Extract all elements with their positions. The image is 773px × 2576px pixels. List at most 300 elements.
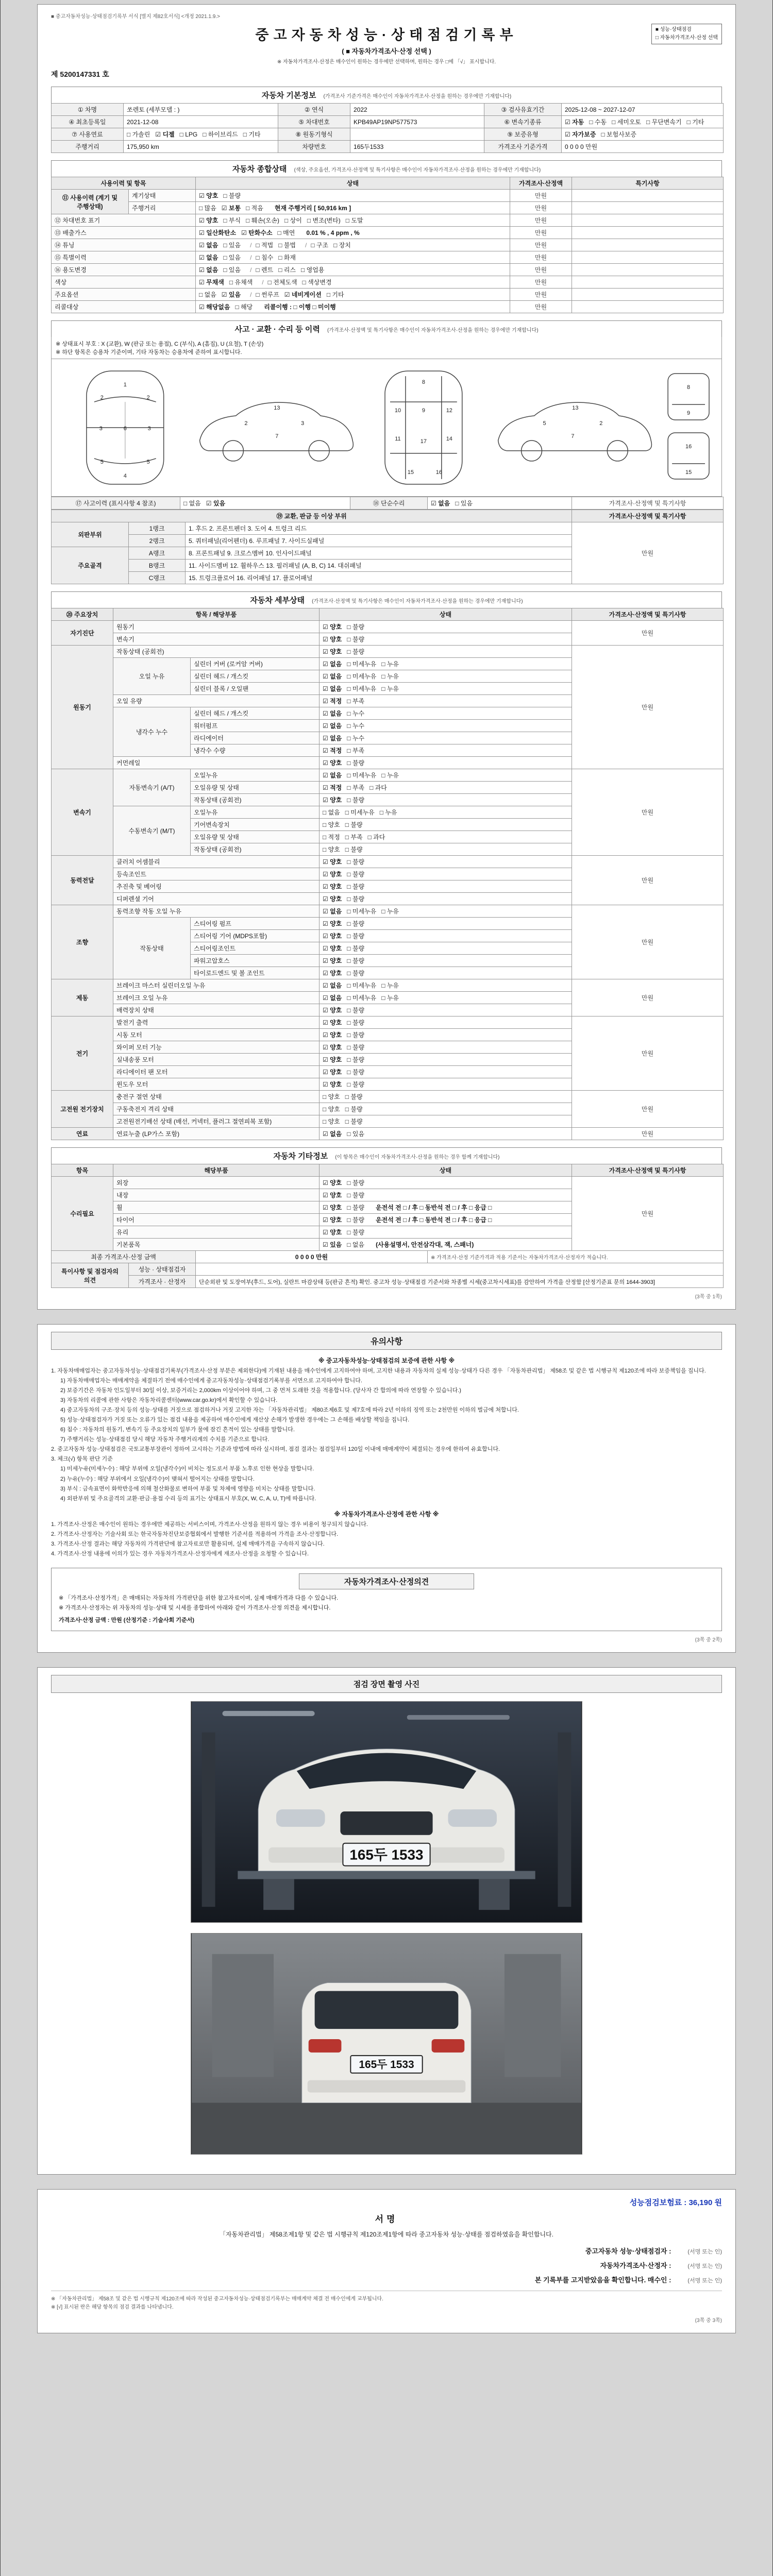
checkbox-option[interactable]: ☑ 양호	[199, 217, 219, 224]
comp-status	[196, 264, 510, 276]
checkbox-option[interactable]: ☑ 양호	[323, 858, 342, 866]
opinion-row2-text: 단순외판 및 도장여부(후드, 도어), 실란트 마감상태 등(판금 흔적) 확인. 중고차 성능·상태점검 기준서와 차종별 시세(중고차시세표)를 감안하여 가격을 산정함 [산정기준표 문의 1644-3903]	[196, 1276, 724, 1288]
photos-title: 점검 장면 촬영 사진	[51, 1675, 722, 1693]
checkbox-option[interactable]: □ 해당	[235, 303, 253, 311]
basic-info-note: (가격조사 기준가격은 매수인이 자동차가격조사·산정을 원하는 경우에만 기재합니다)	[323, 94, 512, 99]
device-status	[320, 695, 572, 707]
device-group-label: 전기	[52, 1016, 113, 1091]
option-separator: /	[250, 266, 252, 274]
checkbox-option[interactable]: ☑ 있음	[323, 1241, 342, 1248]
field-value: 175,950 km	[124, 141, 278, 153]
sheet-photos	[37, 1667, 736, 2175]
checkbox-option[interactable]: □ 양호	[323, 846, 340, 853]
field-label: ⑧ 원동기형식	[278, 128, 350, 141]
checkbox-option[interactable]: □ 부족	[347, 698, 365, 705]
checkbox-option[interactable]: □ 수동	[589, 118, 607, 126]
checkbox-option[interactable]: □ 불량	[345, 821, 363, 828]
checkbox-option[interactable]: □ 없음	[199, 291, 216, 298]
checkbox-option[interactable]: ☑ 양호	[323, 1044, 342, 1051]
checkbox-option[interactable]: □ 불량	[347, 895, 365, 903]
checkbox-option[interactable]: ☑ 없음	[199, 242, 219, 249]
checkbox-option[interactable]: □ 불량	[347, 858, 365, 866]
comprehensive-row	[52, 251, 724, 264]
checkbox-option[interactable]: ☑ 있음	[221, 291, 241, 298]
checkbox-option[interactable]: □ 침수	[256, 254, 274, 261]
checkbox-option[interactable]: ☑ 없음	[323, 660, 342, 668]
device-item-label: 원동기	[113, 621, 320, 633]
checkbox-option[interactable]: ☑ 없음	[323, 982, 342, 989]
checkbox-option[interactable]: □ 불량	[347, 933, 365, 940]
checkbox-option[interactable]: □ 많음	[199, 205, 216, 212]
notice-line: 4) 외판부위 및 주요골격의 교환·판금·용접 수리 등의 표기는 상태표시 부호(X, W, C, A, U, T)에 따릅니다.	[60, 1495, 316, 1502]
checkbox-option[interactable]: □ 불량	[347, 871, 365, 878]
valuation-line-1: ※ 「가격조사·산정가격」은 매매되는 자동차의 가격판단을 위한 참고자료이며, 실제 매매가격과 다를 수 있습니다.	[59, 1595, 339, 1601]
checkbox-option[interactable]: □ 있음	[347, 1130, 365, 1138]
checkbox-option[interactable]: ☑ 양호	[323, 623, 342, 631]
svg-text:15: 15	[685, 469, 692, 476]
checkbox-option[interactable]: □ 미세누유	[347, 660, 377, 668]
car-damage-diagram	[51, 359, 722, 497]
field-value	[124, 128, 278, 141]
checkbox-option[interactable]: □ 화재	[278, 254, 296, 261]
etc-cell	[572, 301, 724, 313]
checkbox-option[interactable]: □ 누유	[381, 685, 399, 692]
exchange-items: 11. 사이드멤버 12. 휠하우스 13. 필러패널 (A, B, C) 14. 대쉬패널	[186, 560, 572, 572]
checkbox-option[interactable]: □ 누유	[381, 908, 399, 915]
checkbox-option[interactable]: □ 누유	[379, 809, 397, 816]
checkbox-option[interactable]: ☑ 양호	[323, 883, 342, 890]
svg-text:12: 12	[446, 408, 452, 414]
checkbox-option[interactable]: ☑ 양호	[323, 1192, 342, 1199]
comp-col-state: 상태	[196, 177, 510, 190]
checkbox-option[interactable]: □ 썬루프	[256, 291, 279, 298]
signature-statement: 「자동차관리법」 제58조제1항 및 같은 법 시행규칙 제120조제1항에 따라 중고자동차 성능·상태를 점검하였음을 확인합니다.	[220, 2230, 553, 2238]
device-status	[320, 979, 572, 992]
comp-status	[196, 190, 510, 202]
basic-info-row	[52, 128, 724, 141]
svg-text:2: 2	[100, 395, 104, 401]
signature-seal-hint[interactable]: (서명 또는 인)	[687, 2277, 722, 2284]
checkbox-option[interactable]: □ 변조(변타)	[307, 217, 341, 224]
device-item-label: 타이로드엔드 및 볼 조인트	[191, 967, 320, 979]
checkbox-option[interactable]: □ 있음	[223, 254, 241, 261]
checkbox-option[interactable]: □ 기타	[686, 118, 704, 126]
checkbox-option[interactable]: □ 불량	[347, 883, 365, 890]
checkbox-option[interactable]: ☑ 없음	[323, 772, 342, 779]
checkbox-option[interactable]: ☑ 없음	[199, 254, 219, 261]
device-item-label: 타이어	[113, 1214, 320, 1226]
checkbox-option[interactable]: ☑ 양호	[323, 945, 342, 952]
checkbox-option[interactable]: ☑ 적정	[323, 698, 342, 705]
device-group-label: 원동기	[52, 646, 113, 769]
status-extra-text: 운전석 전 □ / 후 □ 동반석 전 □ / 후 □ 응급 □	[376, 1204, 492, 1211]
device-status	[320, 955, 572, 967]
checkbox-option[interactable]: □ 미세누유	[347, 685, 377, 692]
price-cell: 만원	[572, 646, 724, 769]
checkbox-option[interactable]: □ 리스	[278, 266, 296, 274]
checkbox-option[interactable]: □ 미세누유	[347, 994, 377, 1002]
comp-status	[196, 289, 510, 301]
checkbox-option[interactable]: ☑ 해당없음	[199, 303, 230, 311]
checkbox-option[interactable]: □ 과다	[369, 784, 387, 791]
checkbox-option[interactable]: ☑ 양호	[323, 636, 342, 643]
checkbox-option[interactable]: □ 불량	[347, 636, 365, 643]
opinion-row2-who: 가격조사 · 산정자	[129, 1276, 196, 1288]
device-item-label: 기본품목	[113, 1239, 320, 1251]
notice-body	[51, 1356, 722, 1558]
checkbox-option[interactable]: ☑ 양호	[323, 796, 342, 804]
checkbox-option[interactable]: □ 부족	[347, 784, 365, 791]
checkbox-option[interactable]: □ 양호	[323, 1093, 340, 1100]
checkbox-option[interactable]: □ 부족	[347, 747, 365, 754]
device-status	[320, 856, 572, 868]
exchange-items: 1. 후드 2. 프론트펜더 3. 도어 4. 트렁크 리드	[186, 522, 572, 535]
checkbox-option[interactable]: □ 불법	[278, 242, 296, 249]
checkbox-option[interactable]: □ 불량	[347, 945, 365, 952]
checkbox-option[interactable]: □ 있음	[223, 266, 241, 274]
checkbox-option[interactable]: ☑ 양호	[323, 759, 342, 767]
checkbox-option[interactable]: □ 하이브리드	[203, 131, 238, 138]
checkbox-option[interactable]: □ 불량	[347, 1007, 365, 1014]
checkbox-option[interactable]: ☑ 양호	[323, 1204, 342, 1211]
checkbox-option[interactable]: □ 상이	[284, 217, 302, 224]
checkbox-option[interactable]: □ 보험사보증	[601, 131, 637, 138]
exchange-items: 15. 트렁크플로어 16. 리어패널 17. 플로어패널	[186, 572, 572, 584]
device-status	[320, 1214, 572, 1226]
checkbox-option[interactable]: □ 적정	[323, 834, 340, 841]
device-status	[320, 1177, 572, 1189]
device-item-label: 연료누출 (LP가스 포함)	[113, 1128, 320, 1140]
device-status	[320, 732, 572, 744]
valuation-title: 자동차가격조사·산정의견	[299, 1573, 474, 1589]
device-item-label: 고전원전기배선 상태 (배선, 커넥터, 플러그 절연피복 포함)	[113, 1115, 320, 1128]
notice-section-heading: ※ 자동차가격조사·산정에 관한 사항 ※	[334, 1510, 439, 1518]
checkbox-option[interactable]: □ 기타	[326, 291, 344, 298]
price-cell: 만원	[510, 202, 572, 214]
checkbox-option[interactable]: □ 불량	[347, 623, 365, 631]
checkbox-option[interactable]: ☑ 디젤	[155, 131, 175, 138]
exchange-rank: A랭크	[129, 547, 186, 560]
checkbox-option[interactable]: □ 있음	[455, 500, 473, 507]
comprehensive-row	[52, 289, 724, 301]
device-status	[320, 967, 572, 979]
signature-row	[51, 2246, 722, 2256]
exchange-rank: 1랭크	[129, 522, 186, 535]
checkbox-option[interactable]: □ 불량	[347, 759, 365, 767]
title-block	[51, 24, 722, 65]
svg-text:9: 9	[687, 410, 691, 417]
checkbox-option[interactable]: □ 렌트	[256, 266, 274, 274]
section-accident	[51, 320, 722, 584]
device-item-label: 브레이크 오일 누유	[113, 992, 320, 1004]
checkbox-option[interactable]: □ 불량	[347, 957, 365, 964]
notice-line: 1) 미세누유(미세누수) : 해당 부위에 오일(냉각수)이 비치는 정도로서 부품 노후로 인한 현상을 말합니다.	[60, 1466, 314, 1472]
checkbox-option[interactable]: □ 불량	[347, 1216, 365, 1224]
checkbox-option[interactable]: □ 미세누유	[347, 982, 377, 989]
svg-text:1: 1	[123, 382, 127, 388]
notice-line: 2) 누유(누수) : 해당 부위에서 오일(냉각수)이 맺혀서 떨어지는 상태를 말합니다.	[60, 1476, 255, 1482]
checkbox-option[interactable]: □ 불량	[347, 1192, 365, 1199]
choice-line-1[interactable]: ■ 성능·상태점검	[655, 27, 692, 32]
inspection-photo-front	[191, 1701, 582, 1923]
detail-title: 자동차 세부상태	[250, 596, 305, 605]
legend-line-1: ※ 상태표시 부호 : X (교환), W (판금 또는 용접), C (부식), A (흠집), U (요철), T (손상)	[56, 341, 264, 347]
checkbox-option[interactable]: □ 적법	[256, 242, 274, 249]
basic-info-row	[52, 141, 724, 153]
checkbox-option[interactable]: □ 불량	[347, 1031, 365, 1039]
inspection-fee	[51, 2197, 722, 2208]
field-value: 2021-12-08	[124, 116, 278, 128]
checkbox-option[interactable]: □ 없음	[323, 809, 340, 816]
checkbox-option[interactable]: □ 불량	[347, 920, 365, 927]
checkbox-option[interactable]: □ 불량	[345, 846, 363, 853]
section-comprehensive	[51, 160, 722, 313]
checkbox-option[interactable]: ☑ 없음	[323, 722, 342, 730]
checkbox-option[interactable]: □ 누유	[381, 673, 399, 680]
checkbox-option[interactable]: ☑ 양호	[323, 1179, 342, 1187]
svg-text:17: 17	[420, 438, 427, 445]
checkbox-option[interactable]: ☑ 없음	[323, 685, 342, 692]
checkbox-option[interactable]: □ 없음	[183, 500, 201, 507]
device-item-label: 시동 모터	[113, 1029, 320, 1041]
status-extra-text: 리콜이행 : □ 이행 □ 미이행	[264, 303, 336, 311]
checkbox-option[interactable]: □ 불량	[345, 1118, 363, 1125]
checkbox-option[interactable]: □ 불량	[347, 1044, 365, 1051]
other-col-price: 가격조사·산정액 및 특기사항	[572, 1164, 724, 1177]
checkbox-option[interactable]: ☑ 적정	[323, 784, 342, 791]
device-item-label: 라디에이터	[191, 732, 320, 744]
checkbox-option[interactable]: ☑ 양호	[323, 895, 342, 903]
notice-line: 3) 자동차의 리콜에 관한 사항은 자동차리콜센터(www.car.go.kr)에서 확인할 수 있습니다.	[60, 1397, 278, 1404]
device-item-label: 변속기	[113, 633, 320, 646]
checkbox-option[interactable]: ☑ 없음	[199, 266, 219, 274]
checkbox-option[interactable]: ☑ 없음	[323, 908, 342, 915]
checkbox-option[interactable]: □ 기타	[243, 131, 261, 138]
notice-line: 3. 가격조사·산정 결과는 해당 자동차의 가격판단에 참고자료로만 활용되며, 실제 매매가격을 구속하지 않습니다.	[51, 1540, 325, 1547]
checkbox-option[interactable]: □ 불량	[347, 970, 365, 977]
checkbox-option[interactable]: □ 불량	[347, 1179, 365, 1187]
device-item-label: 오일유량 및 상태	[191, 782, 320, 794]
checkbox-option[interactable]: □ 유채색	[229, 279, 253, 286]
svg-text:6: 6	[123, 425, 127, 432]
device-status	[320, 1041, 572, 1054]
checkbox-option[interactable]: □ 불량	[223, 192, 241, 199]
device-item-label: 실린더 헤드 / 개스킷	[191, 707, 320, 720]
checkbox-option[interactable]: □ 누유	[381, 982, 399, 989]
comp-item-label: ⑭ 튜닝	[52, 239, 196, 251]
device-item-label: 등속조인트	[113, 868, 320, 880]
device-status	[320, 880, 572, 893]
accident-note: (가격조사·산정액 및 특기사항은 매수인이 자동차가격조사·산정을 원하는 경우에만 기재합니다)	[327, 328, 539, 333]
price-cell: 만원	[572, 1016, 724, 1091]
checkbox-option[interactable]: ☑ 있음	[206, 500, 226, 507]
checkbox-option[interactable]: □ 불량	[347, 1056, 365, 1063]
notice-line: 2) 보증기간은 자동차 인도일부터 30일 이상, 보증거리는 2,000km 이상이어야 하며, 그 중 먼저 도래한 것을 적용합니다. (당사자 간 합의에 따라 연장할 수 있습니다.)	[60, 1387, 461, 1394]
checkbox-option[interactable]: □ 없음	[347, 1241, 365, 1248]
checkbox-option[interactable]: ☑ 양호	[323, 970, 342, 977]
checkbox-option[interactable]: □ 과다	[367, 834, 385, 841]
device-item-label: 윈도우 모터	[113, 1078, 320, 1091]
checkbox-option[interactable]: □ 불량	[347, 796, 365, 804]
device-item-label: 실린더 커버 (로커암 커버)	[191, 658, 320, 670]
device-mid-label: 자동변속기 (A/T)	[113, 769, 191, 806]
checkbox-option[interactable]: □ 불량	[347, 1204, 365, 1211]
accident-title: 사고 · 교환 · 수리 등 이력	[234, 325, 320, 334]
checkbox-option[interactable]: ☑ 탄화수소	[241, 229, 273, 236]
checkbox-option[interactable]: ☑ 네비게이션	[284, 291, 322, 298]
comprehensive-row	[52, 239, 724, 251]
device-item-label: 클러치 어셈블리	[113, 856, 320, 868]
comp-status	[196, 276, 510, 289]
checkbox-option[interactable]: □ 누유	[381, 772, 399, 779]
checkbox-option[interactable]: □ LPG	[179, 131, 198, 138]
checkbox-option[interactable]: ☑ 없음	[431, 500, 450, 507]
price-cell: 만원	[510, 214, 572, 227]
checkbox-option[interactable]: □ 구조	[311, 242, 329, 249]
exchange-category: 주요골격	[52, 547, 129, 584]
comp-status	[196, 227, 510, 239]
checkbox-option[interactable]: □ 양호	[323, 821, 340, 828]
checkbox-option[interactable]: □ 매연	[277, 229, 295, 236]
checkbox-option[interactable]: □ 부족	[345, 834, 363, 841]
checkbox-option[interactable]: ☑ 없음	[323, 673, 342, 680]
device-group-label: 제동	[52, 979, 113, 1016]
checkbox-option[interactable]: □ 양호	[323, 1106, 340, 1113]
page-marker-1: (3쪽 중 1쪽)	[695, 1294, 722, 1300]
checkbox-option[interactable]: ☑ 양호	[323, 1229, 342, 1236]
checkbox-option[interactable]: ☑ 양호	[323, 1019, 342, 1026]
checkbox-option[interactable]: ☑ 양호	[323, 1031, 342, 1039]
checkbox-option[interactable]: ☑ 양호	[323, 1056, 342, 1063]
checkbox-option[interactable]: ☑ 양호	[323, 1081, 342, 1088]
svg-text:10: 10	[394, 408, 401, 414]
detail-col-device: ⑳ 주요장치	[52, 608, 113, 621]
checkbox-option[interactable]: □ 색상변경	[302, 279, 332, 286]
opinion-row1-text	[196, 1263, 724, 1276]
checkbox-option[interactable]: ☑ 양호	[323, 1216, 342, 1224]
device-row	[52, 1016, 724, 1029]
checkbox-option[interactable]: ☑ 양호	[323, 1069, 342, 1076]
notice-title: 유의사항	[51, 1332, 722, 1350]
checkbox-option[interactable]: ☑ 자동	[565, 118, 584, 126]
checkbox-option[interactable]: □ 불량	[347, 1019, 365, 1026]
device-item-label: 오일누유	[191, 806, 320, 819]
checkbox-option[interactable]: □ 미세누유	[347, 673, 377, 680]
opinion-row1-who: 성능 · 상태점검자	[129, 1263, 196, 1276]
checkbox-option[interactable]: □ 부식	[223, 217, 241, 224]
checkbox-option[interactable]: □ 적음	[246, 205, 263, 212]
svg-text:13: 13	[274, 405, 280, 412]
section-other	[51, 1147, 722, 1288]
checkbox-option[interactable]: □ 전체도색	[267, 279, 297, 286]
checkbox-option[interactable]: ☑ 양호	[323, 1007, 342, 1014]
checkbox-option[interactable]: □ 가솔린	[127, 131, 150, 138]
checkbox-option[interactable]: □ 양호	[323, 1118, 340, 1125]
checkbox-option[interactable]: □ 미세누유	[347, 908, 377, 915]
checkbox-option[interactable]: □ 불량	[347, 648, 365, 655]
checkbox-option[interactable]: □ 누수	[347, 710, 365, 717]
svg-text:8: 8	[422, 379, 425, 386]
device-row	[52, 1091, 724, 1103]
checkbox-option[interactable]: ☑ 양호	[323, 957, 342, 964]
price-survey-choice-box	[651, 24, 722, 44]
notice-section-heading: ※ 중고자동차성능·상태점검의 보증에 관한 사항 ※	[318, 1357, 455, 1364]
signature-seal-hint[interactable]: (서명 또는 인)	[687, 2263, 722, 2269]
checkbox-option[interactable]: ☑ 무채색	[199, 279, 224, 286]
checkbox-option[interactable]: □ 불량	[345, 1106, 363, 1113]
signature-label: 본 기록부를 고지받았음을 확인합니다. 매수인 :	[534, 2276, 671, 2284]
accident-history-label: ⑰ 사고이력 (표시사항 4 참조)	[52, 497, 180, 510]
svg-text:11: 11	[395, 435, 401, 442]
device-item-label: 작동상태 (공회전)	[191, 794, 320, 806]
field-value	[350, 128, 484, 141]
checkbox-option[interactable]: □ 훼손(오손)	[246, 217, 280, 224]
checkbox-option[interactable]: □ 미세누유	[347, 772, 377, 779]
checkbox-option[interactable]: ☑ 없음	[323, 994, 342, 1002]
checkbox-option[interactable]: ☑ 양호	[199, 192, 219, 199]
detail-col-item: 항목 / 해당부품	[113, 608, 320, 621]
checkbox-option[interactable]: ☑ 없음	[323, 710, 342, 717]
checkbox-option[interactable]: □ 있음	[223, 242, 241, 249]
checkbox-option[interactable]: □ 불량	[345, 1093, 363, 1100]
checkbox-option[interactable]: □ 도말	[345, 217, 363, 224]
device-item-label: 오일 유량	[113, 695, 320, 707]
option-separator: /	[250, 242, 252, 249]
device-group-label: 변속기	[52, 769, 113, 856]
checkbox-option[interactable]: ☑ 없음	[323, 735, 342, 742]
checkbox-option[interactable]: □ 누유	[381, 660, 399, 668]
svg-text:5: 5	[146, 459, 150, 465]
detail-col-price: 가격조사·산정액 및 특기사항	[572, 608, 724, 621]
choice-line-2[interactable]: □ 자동차가격조사·산정 선택	[655, 35, 718, 41]
checkbox-option[interactable]: □ 불량	[347, 1069, 365, 1076]
etc-cell	[572, 239, 724, 251]
checkbox-option[interactable]: □ 세미오토	[612, 118, 642, 126]
comp-status	[196, 239, 510, 251]
svg-text:3: 3	[301, 420, 305, 427]
checkbox-option[interactable]: ☑ 양호	[323, 933, 342, 940]
basic-info-row	[52, 116, 724, 128]
checkbox-option[interactable]: □ 누유	[381, 994, 399, 1002]
checkbox-option[interactable]: □ 누수	[347, 735, 365, 742]
checkbox-option[interactable]: □ 불량	[347, 1229, 365, 1236]
checkbox-option[interactable]: ☑ 양호	[323, 920, 342, 927]
device-item-label: 스티어링조인트	[191, 942, 320, 955]
checkbox-option[interactable]: □ 장치	[333, 242, 351, 249]
field-value	[562, 116, 724, 128]
price-cell: 만원	[510, 264, 572, 276]
device-status	[320, 1091, 572, 1103]
field-label: ① 차명	[52, 104, 124, 116]
checkbox-option[interactable]: □ 영업용	[300, 266, 325, 274]
svg-text:5: 5	[543, 420, 546, 427]
etc-cell	[572, 264, 724, 276]
checkbox-option[interactable]: □ 누수	[347, 722, 365, 730]
price-cell: 만원	[572, 621, 724, 646]
checkbox-option[interactable]: ☑ 자가보증	[565, 131, 596, 138]
checkbox-option[interactable]: □ 미세누유	[345, 809, 375, 816]
signature-seal-hint[interactable]: (서명 또는 인)	[687, 2248, 722, 2255]
checkbox-option[interactable]: □ 무단변속기	[646, 118, 682, 126]
checkbox-option[interactable]: ☑ 보통	[221, 205, 241, 212]
checkbox-option[interactable]: ☑ 양호	[323, 648, 342, 655]
checkbox-option[interactable]: ☑ 양호	[323, 871, 342, 878]
checkbox-option[interactable]: ☑ 적정	[323, 747, 342, 754]
checkbox-option[interactable]: ☑ 일산화탄소	[199, 229, 237, 236]
price-cell: 만원	[510, 301, 572, 313]
checkbox-option[interactable]: ☑ 없음	[323, 1130, 342, 1138]
checkbox-option[interactable]: □ 불량	[347, 1081, 365, 1088]
